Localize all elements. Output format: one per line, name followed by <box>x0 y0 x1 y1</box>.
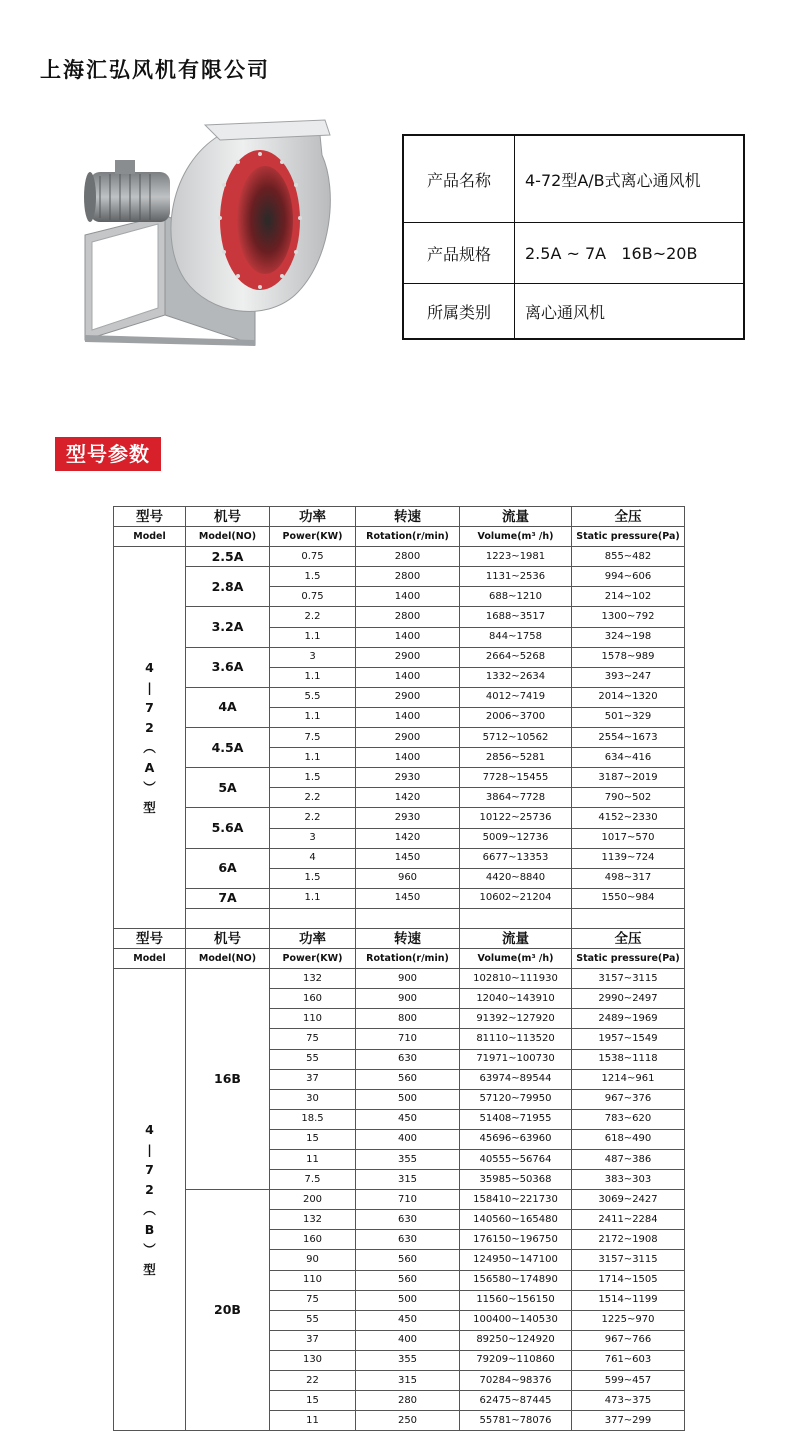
pressure-cell: 324~198 <box>572 627 685 647</box>
power-cell: 11 <box>270 1411 356 1431</box>
header-cell-en: Power(KW) <box>270 949 356 969</box>
data-row <box>114 687 685 707</box>
product-category-value: 离心通风机 <box>515 284 745 340</box>
machine-no-cell: 2.5A <box>186 547 270 567</box>
pressure-cell: 618~490 <box>572 1129 685 1149</box>
data-row <box>114 567 685 587</box>
data-row <box>114 547 685 567</box>
header-cell-zh: 机号 <box>186 928 270 948</box>
header-cell-zh: 功率 <box>270 928 356 948</box>
data-row <box>114 969 685 989</box>
pressure-cell: 1225~970 <box>572 1310 685 1330</box>
rotation-cell: 2900 <box>356 647 460 667</box>
volume-cell: 1223~1981 <box>460 547 572 567</box>
pressure-cell: 967~766 <box>572 1330 685 1350</box>
header-cell-zh: 全压 <box>572 928 685 948</box>
power-cell: 2.2 <box>270 607 356 627</box>
header-row-en <box>114 527 685 547</box>
rotation-cell: 1420 <box>356 788 460 808</box>
pressure-cell: 855~482 <box>572 547 685 567</box>
pressure-cell: 634~416 <box>572 748 685 768</box>
volume-cell: 102810~111930 <box>460 969 572 989</box>
power-cell: 18.5 <box>270 1109 356 1129</box>
header-cell-zh: 型号 <box>114 928 186 948</box>
volume-cell: 4420~8840 <box>460 868 572 888</box>
rotation-cell: 630 <box>356 1230 460 1250</box>
series-label-char: ︵ <box>143 1201 156 1217</box>
pressure-cell: 2489~1969 <box>572 1009 685 1029</box>
power-cell: 1.5 <box>270 768 356 788</box>
pressure-cell: 2014~1320 <box>572 687 685 707</box>
data-row <box>114 607 685 627</box>
series-label-char: 型 <box>143 799 156 815</box>
rotation-cell: 2800 <box>356 607 460 627</box>
volume-cell: 89250~124920 <box>460 1330 572 1350</box>
product-name-row <box>403 135 744 223</box>
header-cell-en: Model(NO) <box>186 949 270 969</box>
blank-row <box>114 908 685 928</box>
rotation-cell: 2800 <box>356 567 460 587</box>
pressure-cell: 2990~2497 <box>572 989 685 1009</box>
power-cell: 1.1 <box>270 888 356 908</box>
power-cell: 15 <box>270 1391 356 1411</box>
volume-cell: 12040~143910 <box>460 989 572 1009</box>
rotation-cell: 355 <box>356 1150 460 1170</box>
data-row <box>114 1190 685 1210</box>
power-cell: 2.2 <box>270 788 356 808</box>
pressure-cell: 967~376 <box>572 1089 685 1109</box>
rotation-cell: 800 <box>356 1009 460 1029</box>
pressure-cell: 1214~961 <box>572 1069 685 1089</box>
machine-no-cell: 3.6A <box>186 647 270 687</box>
rotation-cell: 400 <box>356 1330 460 1350</box>
power-cell: 160 <box>270 989 356 1009</box>
volume-cell: 688~1210 <box>460 587 572 607</box>
volume-cell: 2856~5281 <box>460 748 572 768</box>
company-name: 上海汇弘风机有限公司 <box>40 57 270 82</box>
volume-cell: 57120~79950 <box>460 1089 572 1109</box>
volume-cell: 5712~10562 <box>460 728 572 748</box>
rotation-cell: 280 <box>356 1391 460 1411</box>
product-spec-row <box>403 223 744 284</box>
rotation-cell: 1400 <box>356 627 460 647</box>
volume-cell: 1332~2634 <box>460 667 572 687</box>
rotation-cell: 315 <box>356 1170 460 1190</box>
power-cell: 55 <box>270 1310 356 1330</box>
pressure-cell: 1139~724 <box>572 848 685 868</box>
data-row <box>114 728 685 748</box>
pressure-cell: 1957~1549 <box>572 1029 685 1049</box>
pressure-cell: 599~457 <box>572 1371 685 1391</box>
rotation-cell: 1400 <box>356 667 460 687</box>
product-name-value: 4-72型A/B式离心通风机 <box>515 135 745 223</box>
rotation-cell: 315 <box>356 1371 460 1391</box>
rotation-cell: 1450 <box>356 888 460 908</box>
power-cell: 0.75 <box>270 547 356 567</box>
power-cell: 3 <box>270 647 356 667</box>
pressure-cell: 1017~570 <box>572 828 685 848</box>
header-cell-en: Volume(m³ /h) <box>460 949 572 969</box>
power-cell: 7.5 <box>270 1170 356 1190</box>
rotation-cell: 500 <box>356 1290 460 1310</box>
power-cell: 1.1 <box>270 627 356 647</box>
rotation-cell: 450 <box>356 1310 460 1330</box>
rotation-cell: 2900 <box>356 728 460 748</box>
volume-cell: 1131~2536 <box>460 567 572 587</box>
pressure-cell: 3157~3115 <box>572 969 685 989</box>
volume-cell: 158410~221730 <box>460 1190 572 1210</box>
power-cell: 200 <box>270 1190 356 1210</box>
rotation-cell: 2930 <box>356 808 460 828</box>
rotation-cell: 355 <box>356 1350 460 1370</box>
machine-no-cell: 7A <box>186 888 270 908</box>
power-cell: 1.1 <box>270 667 356 687</box>
product-name-label: 产品名称 <box>403 135 515 223</box>
volume-cell: 176150~196750 <box>460 1230 572 1250</box>
rotation-cell: 1450 <box>356 848 460 868</box>
pressure-cell: 790~502 <box>572 788 685 808</box>
power-cell: 15 <box>270 1129 356 1149</box>
power-cell: 75 <box>270 1290 356 1310</box>
power-cell: 132 <box>270 1210 356 1230</box>
header-cell-en: Static pressure(Pa) <box>572 949 685 969</box>
rotation-cell: 1400 <box>356 707 460 727</box>
centrifugal-fan-image <box>70 110 340 350</box>
power-cell: 5.5 <box>270 687 356 707</box>
power-cell: 4 <box>270 848 356 868</box>
header-cell-en: Static pressure(Pa) <box>572 527 685 547</box>
header-cell-en: Rotation(r/min) <box>356 949 460 969</box>
blank-cell <box>270 908 356 928</box>
series-label-a <box>114 547 186 929</box>
volume-cell: 10602~21204 <box>460 888 572 908</box>
power-cell: 110 <box>270 1009 356 1029</box>
product-category-row <box>403 284 744 340</box>
pressure-cell: 393~247 <box>572 667 685 687</box>
pressure-cell: 2411~2284 <box>572 1210 685 1230</box>
series-label-char: 型 <box>143 1261 156 1277</box>
power-cell: 1.1 <box>270 707 356 727</box>
rotation-cell: 1400 <box>356 587 460 607</box>
pressure-cell: 783~620 <box>572 1109 685 1129</box>
pressure-cell: 4152~2330 <box>572 808 685 828</box>
volume-cell: 51408~71955 <box>460 1109 572 1129</box>
machine-no-cell: 3.2A <box>186 607 270 647</box>
pressure-cell: 1578~989 <box>572 647 685 667</box>
volume-cell: 79209~110860 <box>460 1350 572 1370</box>
power-cell: 0.75 <box>270 587 356 607</box>
volume-cell: 100400~140530 <box>460 1310 572 1330</box>
volume-cell: 71971~100730 <box>460 1049 572 1069</box>
power-cell: 110 <box>270 1270 356 1290</box>
power-cell: 75 <box>270 1029 356 1049</box>
series-label-char: | <box>147 1141 152 1157</box>
volume-cell: 35985~50368 <box>460 1170 572 1190</box>
header-cell-zh: 转速 <box>356 928 460 948</box>
volume-cell: 10122~25736 <box>460 808 572 828</box>
pressure-cell: 2172~1908 <box>572 1230 685 1250</box>
power-cell: 37 <box>270 1330 356 1350</box>
rotation-cell: 2930 <box>356 768 460 788</box>
power-cell: 7.5 <box>270 728 356 748</box>
rotation-cell: 710 <box>356 1190 460 1210</box>
series-label-char: 4 <box>145 659 154 675</box>
series-label-char: 2 <box>145 719 154 735</box>
product-spec-label: 产品规格 <box>403 223 515 284</box>
rotation-cell: 1420 <box>356 828 460 848</box>
machine-no-cell: 16B <box>186 969 270 1190</box>
header-cell-zh: 机号 <box>186 507 270 527</box>
power-cell: 1.5 <box>270 567 356 587</box>
power-cell: 130 <box>270 1350 356 1370</box>
power-cell: 132 <box>270 969 356 989</box>
rotation-cell: 500 <box>356 1089 460 1109</box>
volume-cell: 6677~13353 <box>460 848 572 868</box>
machine-no-cell: 4.5A <box>186 728 270 768</box>
series-label-char: ︶ <box>143 1241 156 1257</box>
volume-cell: 1688~3517 <box>460 607 572 627</box>
pressure-cell: 473~375 <box>572 1391 685 1411</box>
power-cell: 1.5 <box>270 868 356 888</box>
power-cell: 22 <box>270 1371 356 1391</box>
data-row <box>114 888 685 908</box>
pressure-cell: 3187~2019 <box>572 768 685 788</box>
volume-cell: 156580~174890 <box>460 1270 572 1290</box>
machine-no-cell: 2.8A <box>186 567 270 607</box>
machine-no-cell: 5.6A <box>186 808 270 848</box>
power-cell: 30 <box>270 1089 356 1109</box>
header-cell-en: Power(KW) <box>270 527 356 547</box>
blank-cell <box>356 908 460 928</box>
pressure-cell: 377~299 <box>572 1411 685 1431</box>
volume-cell: 11560~156150 <box>460 1290 572 1310</box>
power-cell: 11 <box>270 1150 356 1170</box>
spec-parameter-table <box>113 506 685 1431</box>
volume-cell: 63974~89544 <box>460 1069 572 1089</box>
rotation-cell: 900 <box>356 969 460 989</box>
header-row-zh <box>114 928 685 948</box>
pressure-cell: 761~603 <box>572 1350 685 1370</box>
header-cell-zh: 转速 <box>356 507 460 527</box>
volume-cell: 3864~7728 <box>460 788 572 808</box>
header-cell-zh: 型号 <box>114 507 186 527</box>
series-label-char: | <box>147 679 152 695</box>
pressure-cell: 1538~1118 <box>572 1049 685 1069</box>
volume-cell: 70284~98376 <box>460 1371 572 1391</box>
blank-cell <box>186 908 270 928</box>
rotation-cell: 2800 <box>356 547 460 567</box>
power-cell: 1.1 <box>270 748 356 768</box>
pressure-cell: 3069~2427 <box>572 1190 685 1210</box>
power-cell: 90 <box>270 1250 356 1270</box>
rotation-cell: 250 <box>356 1411 460 1431</box>
pressure-cell: 487~386 <box>572 1150 685 1170</box>
volume-cell: 55781~78076 <box>460 1411 572 1431</box>
blank-cell <box>572 908 685 928</box>
header-cell-en: Volume(m³ /h) <box>460 527 572 547</box>
volume-cell: 844~1758 <box>460 627 572 647</box>
pressure-cell: 1514~1199 <box>572 1290 685 1310</box>
pressure-cell: 1714~1505 <box>572 1270 685 1290</box>
data-row <box>114 647 685 667</box>
power-cell: 55 <box>270 1049 356 1069</box>
pressure-cell: 214~102 <box>572 587 685 607</box>
volume-cell: 2664~5268 <box>460 647 572 667</box>
header-cell-zh: 流量 <box>460 507 572 527</box>
pressure-cell: 501~329 <box>572 707 685 727</box>
volume-cell: 140560~165480 <box>460 1210 572 1230</box>
header-row-zh <box>114 507 685 527</box>
rotation-cell: 900 <box>356 989 460 1009</box>
rotation-cell: 560 <box>356 1250 460 1270</box>
volume-cell: 62475~87445 <box>460 1391 572 1411</box>
series-label-char: 7 <box>145 699 154 715</box>
series-label-char: 7 <box>145 1161 154 1177</box>
rotation-cell: 450 <box>356 1109 460 1129</box>
product-category-label: 所属类别 <box>403 284 515 340</box>
header-cell-zh: 流量 <box>460 928 572 948</box>
series-label-char: A <box>144 759 155 775</box>
rotation-cell: 560 <box>356 1270 460 1290</box>
blank-cell <box>460 908 572 928</box>
product-spec-value: 2.5A ~ 7A 16B~20B <box>515 223 745 284</box>
header-row-en <box>114 949 685 969</box>
pressure-cell: 498~317 <box>572 868 685 888</box>
power-cell: 37 <box>270 1069 356 1089</box>
header-cell-zh: 全压 <box>572 507 685 527</box>
rotation-cell: 710 <box>356 1029 460 1049</box>
rotation-cell: 960 <box>356 868 460 888</box>
header-cell-en: Model(NO) <box>186 527 270 547</box>
series-label-char: B <box>144 1221 155 1237</box>
volume-cell: 45696~63960 <box>460 1129 572 1149</box>
volume-cell: 5009~12736 <box>460 828 572 848</box>
pressure-cell: 994~606 <box>572 567 685 587</box>
machine-no-cell: 5A <box>186 768 270 808</box>
volume-cell: 4012~7419 <box>460 687 572 707</box>
volume-cell: 124950~147100 <box>460 1250 572 1270</box>
rotation-cell: 630 <box>356 1210 460 1230</box>
volume-cell: 81110~113520 <box>460 1029 572 1049</box>
data-row <box>114 848 685 868</box>
pressure-cell: 383~303 <box>572 1170 685 1190</box>
header-cell-en: Model <box>114 949 186 969</box>
rotation-cell: 630 <box>356 1049 460 1069</box>
series-label-b <box>114 969 186 1431</box>
volume-cell: 91392~127920 <box>460 1009 572 1029</box>
data-row <box>114 768 685 788</box>
header-cell-en: Rotation(r/min) <box>356 527 460 547</box>
rotation-cell: 400 <box>356 1129 460 1149</box>
rotation-cell: 560 <box>356 1069 460 1089</box>
pressure-cell: 1550~984 <box>572 888 685 908</box>
machine-no-cell: 6A <box>186 848 270 888</box>
volume-cell: 7728~15455 <box>460 768 572 788</box>
machine-no-cell: 20B <box>186 1190 270 1431</box>
series-label-char: 2 <box>145 1181 154 1197</box>
series-label-char: 4 <box>145 1121 154 1137</box>
header-cell-zh: 功率 <box>270 507 356 527</box>
pressure-cell: 1300~792 <box>572 607 685 627</box>
pressure-cell: 2554~1673 <box>572 728 685 748</box>
power-cell: 160 <box>270 1230 356 1250</box>
rotation-cell: 1400 <box>356 748 460 768</box>
machine-no-cell: 4A <box>186 687 270 727</box>
series-label-char: ︵ <box>143 739 156 755</box>
power-cell: 3 <box>270 828 356 848</box>
volume-cell: 2006~3700 <box>460 707 572 727</box>
volume-cell: 40555~56764 <box>460 1150 572 1170</box>
section-title-badge: 型号参数 <box>55 437 161 471</box>
product-info-table <box>402 134 745 340</box>
header-cell-en: Model <box>114 527 186 547</box>
power-cell: 2.2 <box>270 808 356 828</box>
pressure-cell: 3157~3115 <box>572 1250 685 1270</box>
rotation-cell: 2900 <box>356 687 460 707</box>
data-row <box>114 808 685 828</box>
series-label-char: ︶ <box>143 779 156 795</box>
